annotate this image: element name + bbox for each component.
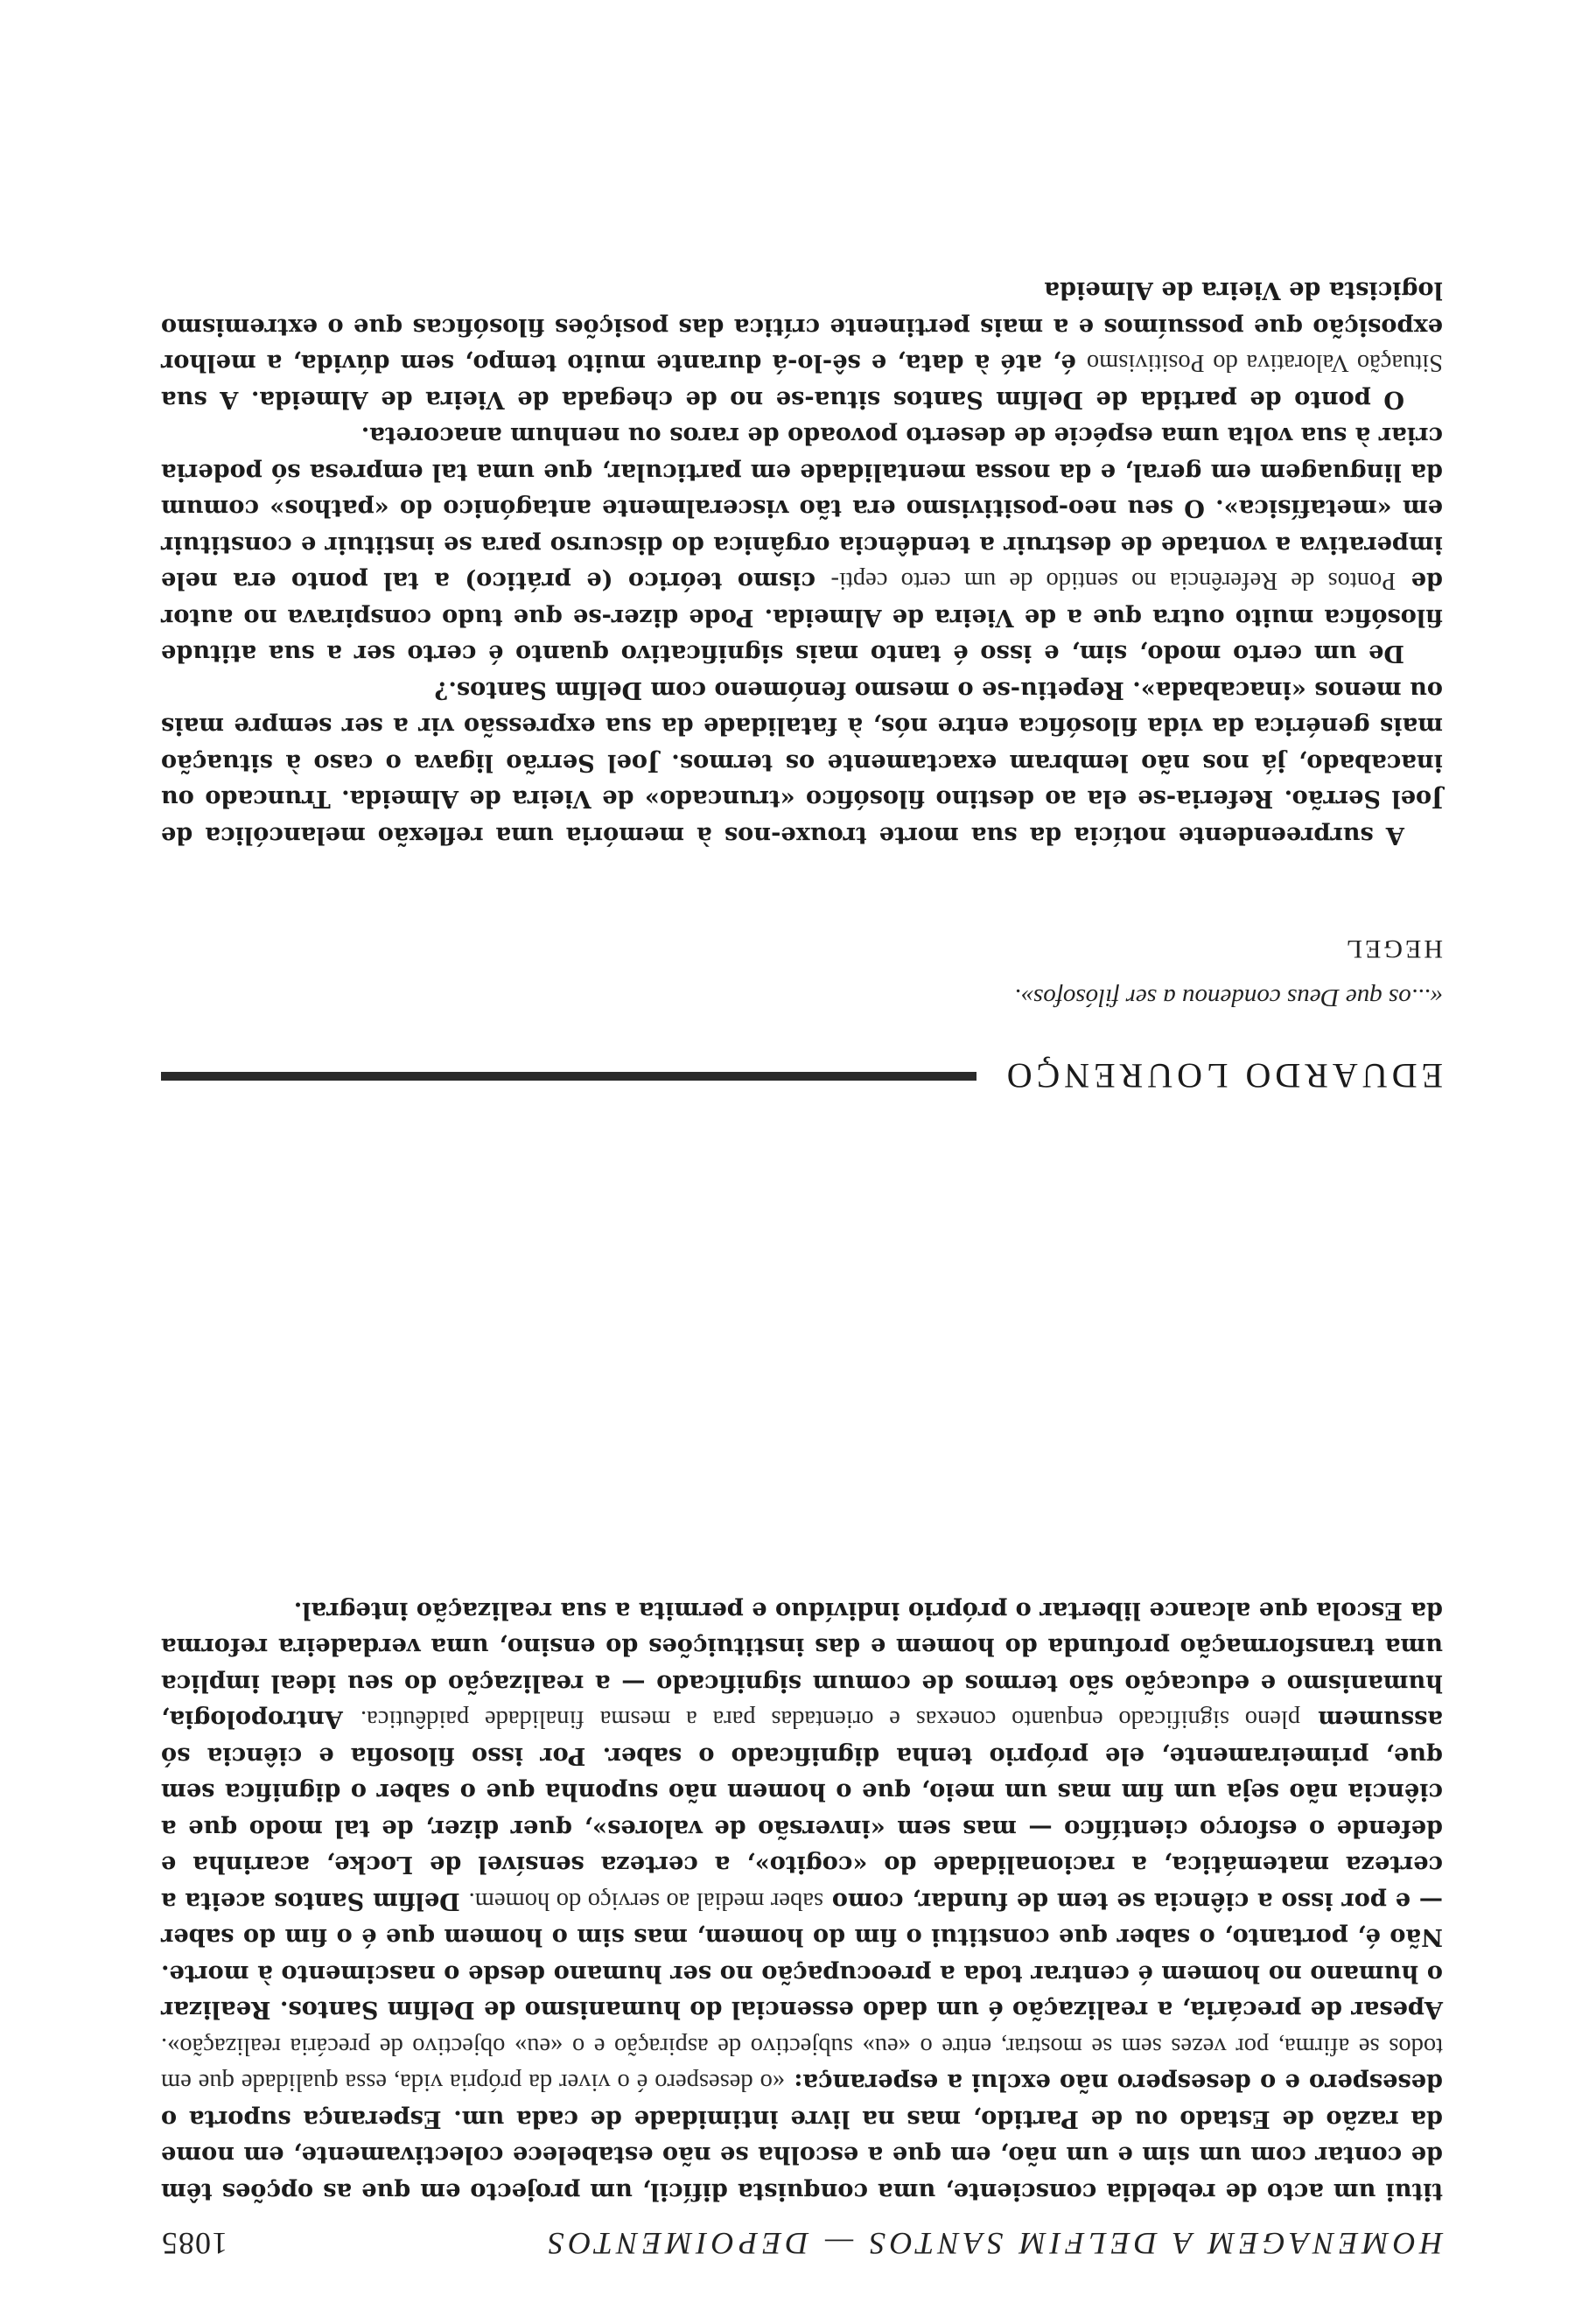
- top-text-block: [161, 1592, 1443, 2210]
- paragraph-rebeldia: [161, 1592, 1443, 2210]
- bottom-text-block: [161, 272, 1443, 853]
- text-run: é, até à data, e sê-lo-á durante muito tempo, sem dúvida, a melhor exposição que possuímos e a mais pertinente crítica das posições filosóficas que o extremismo logicista de Vieira de Almeida: [161, 276, 1443, 378]
- text-run: titui um acto de rebeldia consciente, uma conquista difícil, um projecto em que as opções têm de contar com um sim e um não, em que a escolha se não estabelece colectivamente, em nome da razão de Estado ou de Partido, mas na livre intimidade de cada um. Esperança suporta o desespero e o desespero não exclui a esperança:: [161, 2068, 1443, 2206]
- author-heading: [161, 1050, 1443, 1102]
- emphasis-run: saber medial ao serviço do homem.: [468, 1887, 824, 1914]
- epigraph-quote: «...os que Deus condenou a ser filósofos».: [1014, 984, 1443, 1012]
- book-title-run: Pontos de Referência no sentido de um certo cepti-: [830, 567, 1396, 595]
- text-run: Antropologia, humanismo e educação são termos de comum significado — a realização do seu ideal implica uma transformação profunda do homem e das instituições do ensino, uma verdadeira reforma da Escola que alcance libertar o próprio indivíduo e permita a sua realização integral.: [161, 1597, 1443, 1734]
- emphasis-run: pleno significado enquanto conexas e orientadas para a mesma finalidade paidêutica.: [360, 1705, 1301, 1733]
- text-run: De um certo modo, sim, e isso é tanto mais significativo quanto é certo ser a sua atitude filosófica muito outra que a de Vieira de Almeida. Pode dizer-se que tudo conspirava no autor de: [161, 567, 1443, 668]
- running-head: [161, 2225, 1443, 2262]
- text-run: O ponto de partida de Delfim Santos situa-se no de chegada de Vieira de Almeida. A sua: [161, 386, 1404, 414]
- epigraph-source: HEGEL: [1343, 934, 1443, 963]
- heading-rule: [161, 1072, 976, 1081]
- author-name: EDUARDO LOURENÇO: [1002, 1056, 1443, 1096]
- running-title: HOMENAGEM A DELFIM SANTOS — DEPOIMENTOS: [543, 2226, 1443, 2261]
- text-run: Apesar de precária, a realização é um dado essencial do humanismo de Delfim Santos. Realizar o humano no homem é centrar toda a preocupação no ser humano desde o nascimento à morte. Não é, portanto, o saber que constitui o fim do homem, mas sim o homem que é o fim do saber — e por isso a ciência se tem de fundar, como: [161, 1887, 1443, 2025]
- paragraph-certo-modo: [161, 417, 1443, 672]
- text-run: cismo teórico (e prático) a tal ponto era nele imperativa a vontade de destruir a tendência orgânica do discurso para se instituir e constituir em «metafísica». O seu neo-positivismo era tão visceralmente antagónico do «pathos» comum da linguagem em geral, e da nossa mentalidade em particular, que uma tal empresa só poderia criar à sua volta uma espécie de deserto povoado de raros ou nenhum anacoreta.: [160, 422, 1443, 596]
- page-number: 1085: [161, 2226, 228, 2261]
- epigraph: [568, 931, 1443, 1015]
- paragraph-ponto-partida: [161, 272, 1443, 417]
- paragraph-noticia: A surpreendente notícia da sua morte trouxe-nos à memória uma reflexão melancólica de Joel Serrão. Referia-se ela ao destino filosófico «truncado» de Vieira de Almeida. Truncado ou inacabado, já nos não lembram exactamente os termos. Joel Serrão ligava o caso à situação mais genérica da vida filosófica entre nós, à fatalidade da sua expressão vir a ser sempre mais ou menos «inacabada». Repetiu-se o mesmo fenómeno com Delfim Santos.?: [161, 676, 1443, 850]
- text-run: Delfim Santos aceita a certeza matemática, a racionalidade do «cogito», a certeza sensível de Locke, acarinha e defende o esforço científico — mas sem «inversão de valores», quer dizer, de tal modo que a ciência não seja um fim mas um meio, que o homem não suponha que o saber o dignifica sem que, primeiramente, ele próprio tenha dignificado o saber. Por isso filosofia e ciência só assumem: [160, 1705, 1443, 1915]
- book-title-run: Situação Valorativa do Positivismo: [1086, 349, 1443, 377]
- quotation-run: «o desespero é o viver da própria vida, essa qualidade que em todos se afirma, por vezes sem se mostrar, entre o «eu» subjectivo de aspiração e o «eu» objectivo de precária realização».: [161, 2033, 1443, 2096]
